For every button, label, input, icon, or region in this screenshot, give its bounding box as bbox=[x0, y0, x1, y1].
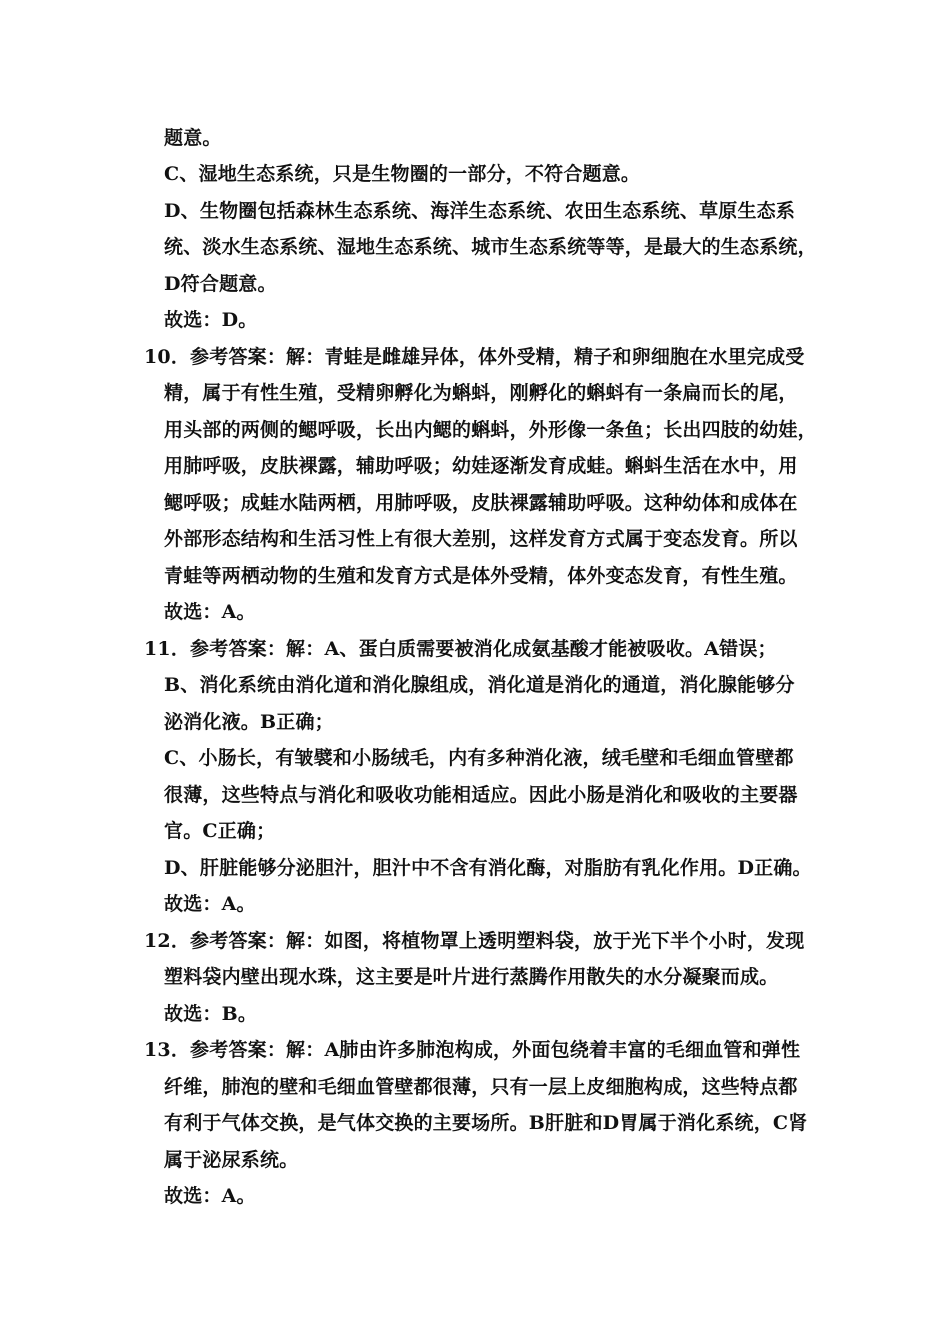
answer-13-heading: 13．参考答案：解：A肺由许多肺泡构成，外面包绕着丰富的毛细血管和弹性 bbox=[144, 1039, 801, 1061]
text-line: D、肝脏能够分泌胆汁，胆汁中不含有消化酶，对脂肪有乳化作用。D正确。 bbox=[164, 857, 812, 879]
text-line: 官。C正确； bbox=[164, 820, 276, 842]
text-line: C、湿地生态系统，只是生物圈的一部分，不符合题意。 bbox=[164, 163, 641, 185]
text-line: 故选：B。 bbox=[164, 1003, 258, 1025]
text-line: 外部形态结构和生活习性上有很大差别，这样发育方式属于变态发育。所以 bbox=[164, 528, 798, 550]
text-line: 统、淡水生态系统、湿地生态系统、城市生态系统等等，是最大的生态系统， bbox=[164, 236, 817, 258]
text-line: D符合题意。 bbox=[164, 273, 277, 295]
text-line: 泌消化液。B正确； bbox=[164, 711, 334, 733]
answer-12-heading: 12．参考答案：解：如图，将植物罩上透明塑料袋，放于光下半个小时，发现 bbox=[144, 930, 805, 952]
text-line: 塑料袋内壁出现水珠，这主要是叶片进行蒸腾作用散失的水分凝聚而成。 bbox=[164, 966, 779, 988]
text-line: 很薄，这些特点与消化和吸收功能相适应。因此小肠是消化和吸收的主要器 bbox=[164, 784, 798, 806]
text-line: 故选：A。 bbox=[164, 601, 256, 623]
text-line: 故选：A。 bbox=[164, 893, 256, 915]
text-line: 青蛙等两栖动物的生殖和发育方式是体外受精，体外变态发育，有性生殖。 bbox=[164, 565, 798, 587]
answer-10-heading: 10．参考答案：解：青蛙是雌雄异体，体外受精，精子和卵细胞在水里完成受 bbox=[144, 346, 805, 368]
text-line: 纤维，肺泡的壁和毛细血管壁都很薄，只有一层上皮细胞构成，这些特点都 bbox=[164, 1076, 798, 1098]
text-line: 故选：A。 bbox=[164, 1185, 256, 1207]
text-line: 精，属于有性生殖，受精卵孵化为蝌蚪，刚孵化的蝌蚪有一条扁而长的尾， bbox=[164, 382, 798, 404]
text-line: 用头部的两侧的鳃呼吸，长出内鳃的蝌蚪，外形像一条鱼；长出四肢的幼娃， bbox=[164, 419, 817, 441]
text-line: 鳃呼吸；成蛙水陆两栖，用肺呼吸，皮肤裸露辅助呼吸。这种幼体和成体在 bbox=[164, 492, 798, 514]
answer-11-heading: 11．参考答案：解：A、蛋白质需要被消化成氨基酸才能被吸收。A错误； bbox=[144, 638, 777, 660]
text-line: C、小肠长，有皱襞和小肠绒毛，内有多种消化液，绒毛壁和毛细血管壁都 bbox=[164, 747, 794, 769]
text-line: 属于泌尿系统。 bbox=[164, 1149, 299, 1171]
text-line: 用肺呼吸，皮肤裸露，辅助呼吸；幼娃逐渐发育成蛙。蝌蚪生活在水中，用 bbox=[164, 455, 798, 477]
text-line: 题意。 bbox=[164, 127, 222, 149]
text-line: 故选：D。 bbox=[164, 309, 258, 331]
text-line: D、生物圈包括森林生态系统、海洋生态系统、农田生态系统、草原生态系 bbox=[164, 200, 796, 222]
text-line: 有利于气体交换，是气体交换的主要场所。B肝脏和D胃属于消化系统，C肾 bbox=[164, 1112, 808, 1134]
text-line: B、消化系统由消化道和消化腺组成，消化道是消化的通道，消化腺能够分 bbox=[164, 674, 795, 696]
